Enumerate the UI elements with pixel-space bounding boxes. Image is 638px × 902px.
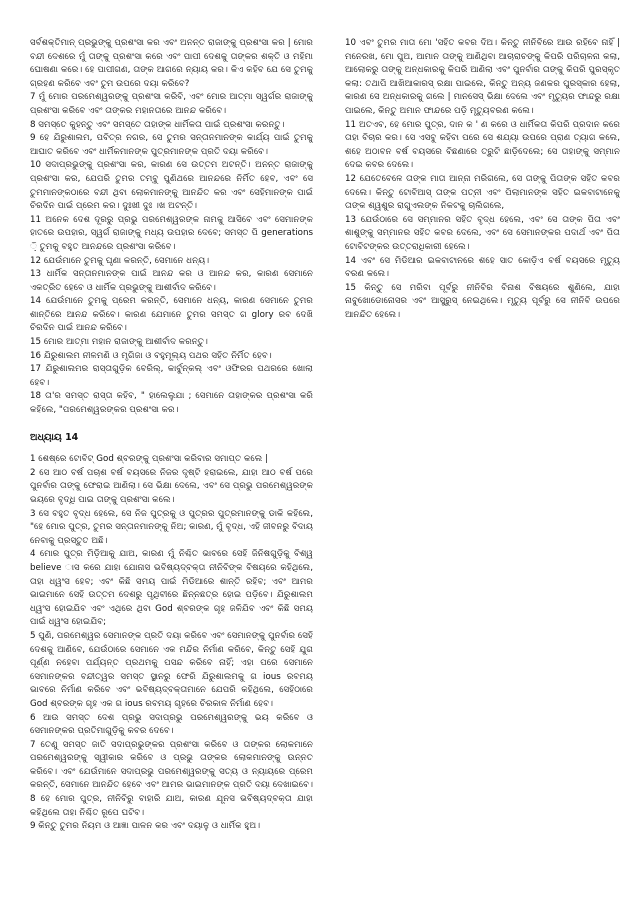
paragraph: ସର୍ବଶକ୍ତିମାନ୍ ପ୍ରଭୁଙ୍କୁ ପ୍ରଶଂସା କର ଏବଂ ଅନନ୍ତ ରାଜାଙ୍କୁ ପ୍ରଶଂସା କର | ମୋର ବନ୍ଦୀ ଦେଶରେ ମୁଁ ତାଙ୍କୁ ପ୍ରଶଂସା କରେ ଏବଂ ପାପୀ ଦେଶକୁ ତାଙ୍କର ଶକ୍ତି ଓ ମହିମା ଘୋଷଣା କରେ। ହେ ପାପୀଗଣ, ତାଙ୍କ ଆଗରେ ନ୍ୟାୟ କର। କିଏ କହିବ ଯେ ସେ ତୁମକୁ ଗ୍ରହଣ କରିବେ ଏବଂ ତୁମ ଉପରେ ଦୟା କରିବେ? [30, 38, 313, 89]
paragraph: 16 ଯିରୁଶାଲମ ନୀଳମଣି ଓ ମୃଗିଜା ଓ ବହୁମୂଲ୍ୟ ପଥର ସହିତ ନିର୍ମିତ ହେବ। [30, 350, 272, 361]
paragraph: 15 କିନ୍ତୁ ସେ ମରିବା ପୂର୍ବରୁ ନୀନିବିର ବିନାଶ ବିଷୟରେ ଶୁଣିଲେ, ଯାହା ନାବୁଖୋଡୋନୋସର ଏବଂ ଆସୁରୁସ୍ ନେଇଥିଲେ। ମୃତ୍ୟୁ ପୂର୍ବରୁ ସେ ନୀନିବି ଉପରେ ଆନନ୍ଦିତ ହେଲେ। [345, 282, 620, 320]
paragraph: 7 ତେଣୁ ସମସ୍ତ ଜାତି ସଦାପ୍ରଭୁଙ୍କର ପ୍ରଶଂସା କରିବେ ଓ ତାଙ୍କର ଲୋକମାନେ ପରମେଶ୍ୱରଙ୍କୁ ସ୍ୱୀକାର କରିବେ ଓ ପ୍ରଭୁ ତାଙ୍କର ଲୋକମାନଙ୍କୁ ଉନ୍ନତ କରିବେ। ଏବଂ ଯେଉଁମାନେ ସଦାପ୍ରଭୁ ପରମେଶ୍ୱରଙ୍କୁ ସତ୍ୟ ଓ ନ୍ୟାୟରେ ପ୍ରେମ କରନ୍ତି, ସେମାନେ ଆନନ୍ଦିତ ହେବେ ଏବଂ ଆମର ଭାଇମାନଙ୍କ ପ୍ରତି ଦୟା ଦେଖାଇବେ। [30, 739, 313, 791]
paragraph: 14 ଏବଂ ସେ ମିଡିଆର ଇକବାଟାନରେ ଶହେ ସାତ କୋଡ଼ିଏ ବର୍ଷ ବୟସରେ ମୃତ୍ୟୁ ବରଣ କଲେ। [345, 255, 620, 280]
paragraph: 12 ଯେତେବେଳେ ତାଙ୍କ ମାତା ଆନ୍ନା ମରିଗଲେ, ସେ ତାଙ୍କୁ ପିତାଙ୍କ ସହିତ କବର ଦେଲେ। କିନ୍ତୁ ଟୋବିଆସ୍ ତାଙ୍କ ପତ୍ନୀ ଏବଂ ପିଲାମାନଙ୍କ ସହିତ ଇକବାଟାନେକୁ ତାଙ୍କ ଶ୍ୱଶୁର ରାଗୁଏଲଙ୍କ ନିକଟକୁ ଚାଲିଗଲେ, [345, 173, 620, 212]
left-column [30, 37, 313, 882]
paragraph: 12 ଯେଉଁମାନେ ତୁମକୁ ଘୃଣା କରନ୍ତି, ସେମାନେ ଧନ୍ୟ। [30, 255, 210, 266]
paragraph: 10 ଏବଂ ତୁମର ମାତା ମୋ 'ସହିତ କବର ଦିଅ। କିନ୍ତୁ ନୀନିବିରେ ଆଉ ରହିବେ ନାହିଁ | ମନେରଖ, ମୋ ପୁଅ, ଆମାନ ତାଙ୍କୁ ଆଣିଥିବା ଆଚାରାଚଙ୍କୁ କିପରି ପରିଚାଳନା କଲା, ଆଲୋକରୁ ତାଙ୍କୁ ଅନ୍ଧକାରକୁ କିପରି ଆଣିଲା ଏବଂ ପୁନର୍ବାର ତାଙ୍କୁ କିପରି ପୁରସ୍କୃତ କଲା: ତଥାପି ଆଖିଆକାରସ୍ ରକ୍ଷା ପାଇଲେ, କିନ୍ତୁ ଅନ୍ୟ ଜଣକର ପୁରସ୍କାର ହେଲା, କାରଣ ସେ ଅନ୍ଧକାରକୁ ଗଲେ | ମାନସେସ୍ ଭିକ୍ଷା ଦେଲେ ଏବଂ ମୃତ୍ୟୁର ଫାନ୍ଦରୁ ରକ୍ଷା ପାଇଲେ, କିନ୍ତୁ ଅମାନ ଫାନ୍ଦରେ ପଡ଼ି ମୃତ୍ୟୁବରଣ କଲେ। [345, 38, 620, 116]
paragraph: 2 ସେ ଆଠ ବର୍ଷ ପଚାଶ ବର୍ଷ ବୟସରେ ନିଜର ଦୃଷ୍ଟି ହରାଇଲେ, ଯାହା ଆଠ ବର୍ଷ ପରେ ପୁନର୍ବାର ତାଙ୍କୁ ଫେରାଇ ଆଣିଲା। ସେ ଭିକ୍ଷା ଦେଲେ, ଏବଂ ସେ ପ୍ରଭୁ ପରମେଶ୍ୱରଙ୍କ ଭୟରେ ବୃଦ୍ଧି ପାଇ ତାଙ୍କୁ ପ୍ରଶଂସା କଲେ। [30, 467, 313, 505]
paragraph: 11 ଅନେକ ଦେଶ ଦୂରରୁ ପ୍ରଭୁ ପରମେଶ୍ୱରଙ୍କ ନାମକୁ ଆସିବେ ଏବଂ ସେମାନଙ୍କ ହାତରେ ଉପହାର, ସ୍ୱର୍ଗ ରାଜାଙ୍କୁ ମଧ୍ୟ ଉପହାର ଦେବେ; ସମସ୍ତ ପି generations ଼ି ତୁମକୁ ବହୁତ ଆନନ୍ଦରେ ପ୍ରଶଂସା କରିବେ। [30, 214, 313, 252]
paragraph: 7 ମୁଁ ମୋର ପରମେଶ୍ୱରଙ୍କୁ ପ୍ରଶଂସା କରିବି, ଏବଂ ମୋର ଆତ୍ମା ସ୍ୱର୍ଗର ରାଜାଙ୍କୁ ପ୍ରଶଂସା କରିବେ ଏବଂ ତାଙ୍କର ମହାନତାରେ ଆନନ୍ଦ କରିବେ। [30, 92, 313, 116]
paragraph: 5 ପୁଣି, ପରମେଶ୍ୱର ସେମାନଙ୍କ ପ୍ରତି ଦୟା କରିବେ ଏବଂ ସେମାନଙ୍କୁ ପୁନର୍ବାର ସେହି ଦେଶକୁ ଆଣିବେ, ଯେଉଁଠାରେ ସେମାନେ ଏକ ମନ୍ଦିର ନିର୍ମାଣ କରିବେ, କିନ୍ତୁ ସେହି ଯୁଗ ପୂର୍ଣ୍ଣ ନହେବା ପର୍ଯ୍ୟନ୍ତ ପ୍ରଥମକୁ ପସନ୍ଦ କରିବେ ନାହିଁ; ଏହା ପରେ ସେମାନେ ସେମାନଙ୍କର ବନ୍ଦୀତ୍ୱର ସମସ୍ତ ସ୍ଥାନରୁ ଫେରି ଯିରୁଶାଲମକୁ ଗ ious ରବମୟ ଭାବରେ ନିର୍ମାଣ କରିବେ ଏବଂ ଭବିଷ୍ୟଦ୍‌ବକ୍ତାମାନେ ଯେପରି କହିଥିଲେ, ସେହିଠାରେ God ଶ୍ବରଙ୍କ ଗୃହ ଏକ ଗ ious ରବମୟ ଗୃହରେ ଚିରକାଳ ନିର୍ମାଣ ହେବ। [30, 630, 313, 709]
paragraph: 13 ଧାର୍ମିକ ସନ୍ତାନମାନଙ୍କ ପାଇଁ ଆନନ୍ଦ କର ଓ ଆନନ୍ଦ କର, କାରଣ ସେମାନେ ଏକତ୍ରିତ ହେବେ ଓ ଧାର୍ମିକ ପ୍ରଭୁଙ୍କୁ ଆଶୀର୍ବାଦ କରିବେ। [30, 269, 313, 293]
paragraph: 8 ହେ ମୋର ପୁତ୍ର, ନୀନିବିରୁ ବାହାରି ଯାଅ, କାରଣ ଯୂନସ ଭବିଷ୍ୟଦ୍‌ବକ୍ତା ଯାହା କହିଥିଲେ ତାହା ନିଶ୍ଚିତ ରୂପେ ଘଟିବ। [30, 794, 313, 818]
paragraph: 9 ହେ ଯିରୁଶାଲମ, ପବିତ୍ର ନଗର, ସେ ତୁମର ସନ୍ତାନମାନଙ୍କ କାର୍ଯ୍ୟ ପାଇଁ ତୁମକୁ ଆଘାତ କରିବେ ଏବଂ ଧାର୍ମିକମାନଙ୍କ ପୁତ୍ରମାନଙ୍କ ପ୍ରତି ଦୟା କରିବେ। [30, 133, 313, 157]
right-column [345, 37, 620, 882]
paragraph: 17 ଯିରୁଶାଲମର ରାସ୍ତାଗୁଡ଼ିକ ବେରିଲ୍, କାର୍ବୁନ୍କଲ୍ ଏବଂ ଓଫିରର ପଥରରେ ଖୋଲା ହେବ। [30, 364, 313, 388]
paragraph: 18 ତା'ର ସମସ୍ତ ରାସ୍ତା କହିବ, " ହାଲେଲୁଯା ; ସେମାନେ ତାହାଙ୍କର ପ୍ରଶଂସା କରି କହିଲେ, "ପରମେଶ୍ୱରଙ୍କର ପ୍ରଶଂସା କର। [30, 391, 313, 416]
paragraph: 1 ଶେଷ୍ରେ ଟୋବିଟ୍ God ଶ୍ବରଙ୍କୁ ପ୍ରଶଂସା କରିବାର ସମାପ୍ତ କଲେ | [30, 454, 269, 465]
paragraph: 10 ସଦାପ୍ରଭୁଙ୍କୁ ପ୍ରଶଂସା କର, କାରଣ ସେ ଉତ୍ତମ ଅଟନ୍ତି। ଅନନ୍ତ ରାଜାଙ୍କୁ ପ୍ରଶଂସା କର, ଯେପରି ତୁମର ତମ୍ବୁ ପୁଣିଥରେ ଆନନ୍ଦରେ ନିର୍ମିତ ହେବ, ଏବଂ ସେ ତୁମମାନଙ୍କଠାରେ ବନ୍ଦୀ ଥିବା ଲୋକମାନଙ୍କୁ ଆନନ୍ଦିତ କର ଏବଂ ସେହିମାନଙ୍କ ପାଇଁ ଚିରଦିନ ପାଇଁ ପ୍ରେମ କର। ଦୁଃଖୀ ଦୁଃ ।ଖ ଅଟନ୍ତି। [30, 160, 313, 212]
paragraph: 8 ସମସ୍ତେ କୁହନ୍ତୁ ଏବଂ ସମସ୍ତେ ତାହାଙ୍କ ଧାର୍ମିକତା ପାଇଁ ପ୍ରଶଂସା କରନ୍ତୁ। [30, 119, 285, 130]
paragraph: 15 ମୋର ଆତ୍ମା ମହାନ ରାଜାଙ୍କୁ ଆଶୀର୍ବାଦ କରନ୍ତୁ। [30, 337, 208, 348]
paragraph: 4 ମୋର ପୁତ୍ର ମିଡ଼ିଆକୁ ଯାଅ, କାରଣ ମୁଁ ନିଶ୍ଚିତ ଭାବରେ ସେହି ଜିନିଷଗୁଡ଼ିକୁ ବିଶ୍ୱ believe ାସ କରେ ଯାହା ଯୋନାସ ଭବିଷ୍ୟଦ୍ବକ୍ତା ନୀନିବିଙ୍କ ବିଷୟରେ କହିଥିଲେ, ତାହା ଧ୍ୱଂସ ହେବ; ଏବଂ କିଛି ସମୟ ପାଇଁ ମିଡିଆରେ ଶାନ୍ତି ରହିବ; ଏବଂ ଆମର ଭାଇମାନେ ସେହି ଉତ୍ତମ ଦେଶରୁ ପୃଥିବୀରେ ଛିନ୍ନଛତ୍ର ହୋଇ ପଡ଼ିବେ। ଯିରୁଶାଲମ ଧ୍ୱଂସ ହୋଇଯିବ ଏବଂ ଏଥିରେ ଥିବା God ଶ୍ବରଙ୍କ ଗୃହ ଜଳିଯିବ ଏବଂ କିଛି ସମୟ ପାଇଁ ଧ୍ୱଂସ ହୋଇଯିବ; [30, 549, 313, 628]
paragraph: 6 ଆଉ ସମସ୍ତ ଦେଶ ପ୍ରଭୁ ସଦାପ୍ରଭୁ ପରମେଶ୍ୱରଙ୍କୁ ଭୟ କରିବେ ଓ ସେମାନଙ୍କର ପ୍ରତିମାଗୁଡ଼ିକୁ କବର ଦେବେ। [30, 712, 313, 737]
chapter-heading: ଅଧ୍ୟାୟ 14 [30, 431, 79, 443]
paragraph: 14 ଯେଉଁମାନେ ତୁମକୁ ପ୍ରେମ କରନ୍ତି, ସେମାନେ ଧନ୍ୟ, କାରଣ ସେମାନେ ତୁମର ଶାନ୍ତିରେ ଆନନ୍ଦ କରିବେ। କାରଣ ଯେମାନେ ତୁମର ସମସ୍ତ ଗ glory ରବ ଦେଖି ଚିରଦିନ ପାଇଁ ଆନନ୍ଦ କରିବେ। [30, 296, 313, 334]
paragraph: 3 ସେ ବହୁତ ବୃଦ୍ଧ ହେଲେ, ସେ ନିଜ ପୁତ୍ରକୁ ଓ ପୁତ୍ରର ପୁତ୍ରମାନଙ୍କୁ ଡାକି କହିଲେ, "ହେ ମୋର ପୁତ୍ର, ତୁମର ସନ୍ତାନମାନଙ୍କୁ ନିଅ; କାରଣ, ମୁଁ ବୃଦ୍ଧ, ଏହି ଜୀବନରୁ ବିଦାୟ ନେବାକୁ ପ୍ରସ୍ତୁତ ଅଛି। [30, 508, 313, 546]
paragraph: 13 ଯେଉଁଠାରେ ସେ ସମ୍ମାନର ସହିତ ବୃଦ୍ଧ ହେଲେ, ଏବଂ ସେ ତାଙ୍କ ପିତା ଏବଂ ଶାଶୁଙ୍କୁ ସମ୍ମାନର ସହିତ କବର ଦେଲେ, ଏବଂ ସେ ସେମାନଙ୍କର ପଦାର୍ଥ ଏବଂ ପିତା ଟୋବିଟଙ୍କର ଉତ୍ତରାଧିକାରୀ ହେଲେ। [345, 214, 620, 252]
paragraph: 11 ଅତଏବ, ହେ ମୋର ପୁତ୍ର, ଦାନ କ ' ଣ କରେ ଓ ଧାର୍ମିକତା କିପରି ପ୍ରଦାନ କରେ ତାହା ବିଚାର କର। ସେ ଏସବୁ କହିବା ପରେ ସେ ଶଯ୍ୟା ଉପରେ ପ୍ରାଣ ତ୍ୟାଗ କଲେ, ଶହେ ଅଠାବନ ବର୍ଷ ବୟସରେ ବିଛଣାରେ ତ୍ରୁଟି ଛାଡ଼ିଦେଲେ; ସେ ତାହାଙ୍କୁ ସମ୍ମାନ ଦେଇ କବର ଦେଲେ। [345, 119, 620, 171]
paragraph: 9 କିନ୍ତୁ ତୁମର ନିୟମ ଓ ଆଜ୍ଞା ପାଳନ କର ଏବଂ ଦୟାଳୁ ଓ ଧାର୍ମିକ ହୁଅ। [30, 821, 261, 832]
